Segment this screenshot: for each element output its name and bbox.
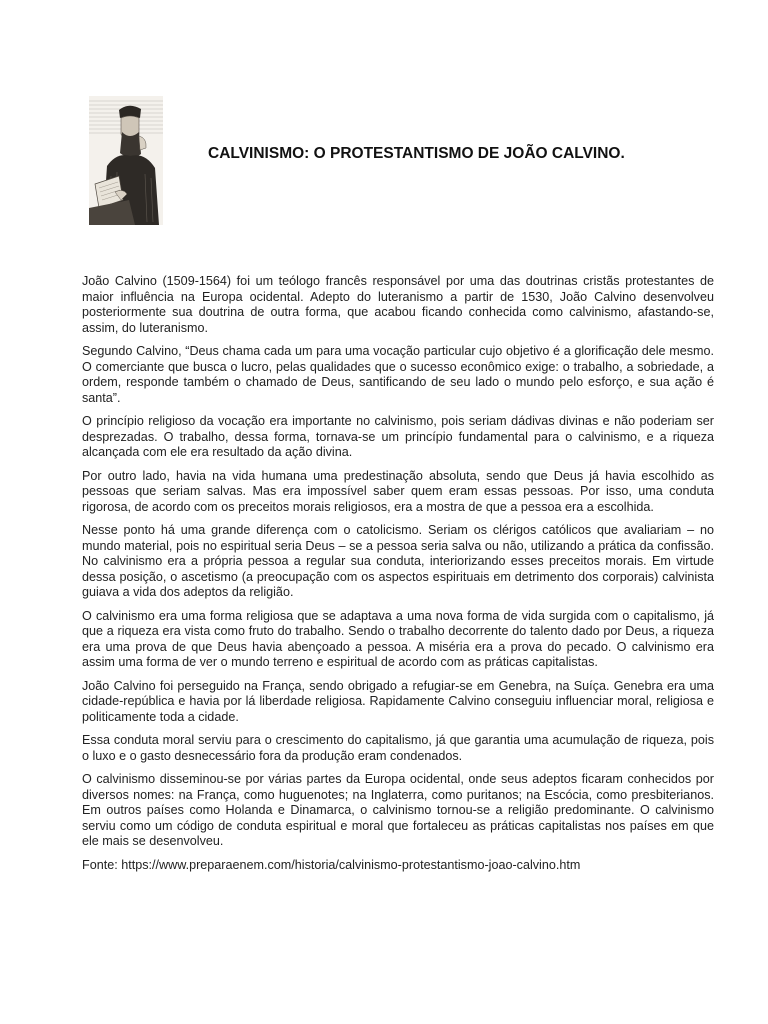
- article-body: [82, 274, 714, 881]
- paragraph: João Calvino (1509-1564) foi um teólogo francês responsável por uma das doutrinas cristãs protestantes de maior influência na Europa ocidental. Adepto do luteranismo a partir de 1530, João Calvino desenvolveu posteriormente sua doutrina de outra forma, que acabou ficando conhecida como calvinismo, afastando-se, assim, do luteranismo.: [82, 274, 714, 335]
- paragraph: João Calvino foi perseguido na França, sendo obrigado a refugiar-se em Genebra, na Suíça. Genebra era uma cidade-república e havia por lá liberdade religiosa. Rapidamente Calvino conseguiu influenciar moral, religiosa e politicamente toda a cidade.: [82, 678, 714, 724]
- portrait-illustration: [89, 96, 163, 225]
- paragraph: O princípio religioso da vocação era importante no calvinismo, pois seriam dádivas divinas e não poderiam ser desprezadas. O trabalho, dessa forma, tornava-se um princípio fundamental para o calvinismo, e a riqueza alcançada com ele era resultado da ação divina.: [82, 414, 714, 459]
- paragraph: Por outro lado, havia na vida humana uma predestinação absoluta, sendo que Deus já havia escolhido as pessoas que seriam salvas. Mas era impossível saber quem eram essas pessoas. Por isso, uma conduta rigorosa, de acordo com os preceitos morais religiosos, era a mostra de que a pessoa era a escolhida.: [82, 468, 714, 514]
- source-citation: Fonte: https://www.preparaenem.com/historia/calvinismo-protestantismo-joao-calvino.htm: [82, 857, 581, 872]
- paragraph: Nesse ponto há uma grande diferença com o catolicismo. Seriam os clérigos católicos que avaliariam – no mundo material, pois no espiritual seria Deus – se a pessoa seria salva ou não, utilizando a prática da confissão. No calvinismo era a própria pessoa a regular sua conduta, interiorizando esses preceitos morais. Em virtude dessa posição, o ascetismo (a preocupação com os aspectos espirituais em detrimento dos corporais) calvinista guiava a vida dos adeptos da religião.: [82, 523, 714, 599]
- paragraph: O calvinismo era uma forma religiosa que se adaptava a uma nova forma de vida surgida com o capitalismo, já que a riqueza era vista como fruto do trabalho. Sendo o trabalho decorrente do talento dado por Deus, a riqueza era uma prova de que Deus havia abençoado a pessoa. A miséria era a prova do pecado. O calvinismo era assim uma forma de ver o mundo terreno e espiritual de acordo com as práticas capitalistas.: [82, 608, 714, 669]
- paragraph: Segundo Calvino, “Deus chama cada um para uma vocação particular cujo objetivo é a glorificação dele mesmo. O comerciante que busca o lucro, pelas qualidades que o sucesso econômico exige: o trabalho, a sobriedade, a ordem, responde também o chamado de Deus, santificando de seu lado o mundo pelo esforço, e sua ação é santa”.: [82, 344, 714, 405]
- portrait-engraving: [89, 96, 163, 225]
- paragraph: Essa conduta moral serviu para o crescimento do capitalismo, já que garantia uma acumulação de riqueza, pois o luxo e o gasto desnecessário fora da produção eram condenados.: [82, 733, 714, 763]
- page-title: CALVINISMO: O PROTESTANTISMO DE JOÃO CALVINO.: [208, 145, 625, 162]
- paragraph: O calvinismo disseminou-se por várias partes da Europa ocidental, onde seus adeptos ficaram conhecidos por diversos nomes: na França, como huguenotes; na Inglaterra, como puritanos; na Escócia, como presbiterianos. Em outros países como Holanda e Dinamarca, o calvinismo tornou-se a religião predominante. O calvinismo serviu como um código de conduta espiritual e moral que fortaleceu as práticas capitalistas nos países em que ele mais se desenvolveu.: [82, 772, 714, 848]
